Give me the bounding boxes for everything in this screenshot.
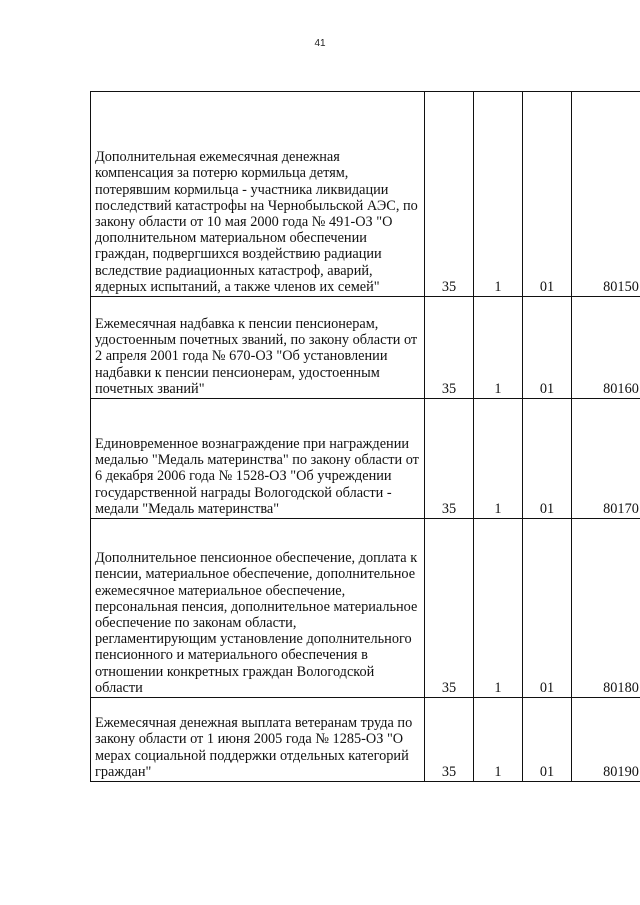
row-code-3: 01 bbox=[523, 698, 572, 782]
table-row bbox=[91, 297, 640, 399]
row-code-2: 1 bbox=[474, 399, 523, 519]
table-row bbox=[91, 519, 640, 698]
row-code-4: 80160 bbox=[572, 297, 640, 399]
row-code-4: 80170 bbox=[572, 399, 640, 519]
budget-table bbox=[90, 91, 640, 782]
row-code-4: 80150 bbox=[572, 92, 640, 297]
row-description: Дополнительное пенсионное обеспечение, доплата к пенсии, материальное обеспечение, дополнительное ежемесячное материальное обеспечение, персональная пенсия, дополнительное материальное обеспечение по законам области, регламентирующим установление дополнительного пенсионного и материального обеспечения в отношении конкретных граждан Вологодской области bbox=[91, 519, 425, 698]
row-description: Ежемесячная денежная выплата ветеранам труда по закону области от 1 июня 2005 года № 1285-ОЗ "О мерах социальной поддержки отдельных категорий граждан" bbox=[91, 698, 425, 782]
row-code-4: 80180 bbox=[572, 519, 640, 698]
row-description: Ежемесячная надбавка к пенсии пенсионерам, удостоенным почетных званий, по закону области от 2 апреля 2001 года № 670-ОЗ "Об установлении надбавки к пенсии пенсионерам, удостоенным почетных званий" bbox=[91, 297, 425, 399]
row-code-4: 80190 bbox=[572, 698, 640, 782]
table-row bbox=[91, 399, 640, 519]
row-description: Дополнительная ежемесячная денежная компенсация за потерю кормильца детям, потерявшим кормильца - участника ликвидации последствий катастрофы на Чернобыльской АЭС, по закону области от 10 мая 2000 года № 491-ОЗ "О дополнительном материальном обеспечении граждан, подвергшихся воздействию радиации вследствие радиационных катастроф, аварий, ядерных испытаний, а также членов их семей" bbox=[91, 92, 425, 297]
row-code-2: 1 bbox=[474, 698, 523, 782]
row-code-3: 01 bbox=[523, 399, 572, 519]
row-code-1: 35 bbox=[425, 399, 474, 519]
row-code-3: 01 bbox=[523, 297, 572, 399]
row-code-1: 35 bbox=[425, 698, 474, 782]
table-row bbox=[91, 92, 640, 297]
row-code-2: 1 bbox=[474, 297, 523, 399]
row-code-1: 35 bbox=[425, 92, 474, 297]
row-code-3: 01 bbox=[523, 92, 572, 297]
row-code-2: 1 bbox=[474, 92, 523, 297]
table-row bbox=[91, 698, 640, 782]
row-code-2: 1 bbox=[474, 519, 523, 698]
page-number: 41 bbox=[314, 38, 326, 49]
row-code-1: 35 bbox=[425, 297, 474, 399]
row-description: Единовременное вознаграждение при награждении медалью "Медаль материнства" по закону области от 6 декабря 2006 года № 1528-ОЗ "Об учреждении государственной награды Вологодской области - медали "Медаль материнства" bbox=[91, 399, 425, 519]
row-code-1: 35 bbox=[425, 519, 474, 698]
row-code-3: 01 bbox=[523, 519, 572, 698]
